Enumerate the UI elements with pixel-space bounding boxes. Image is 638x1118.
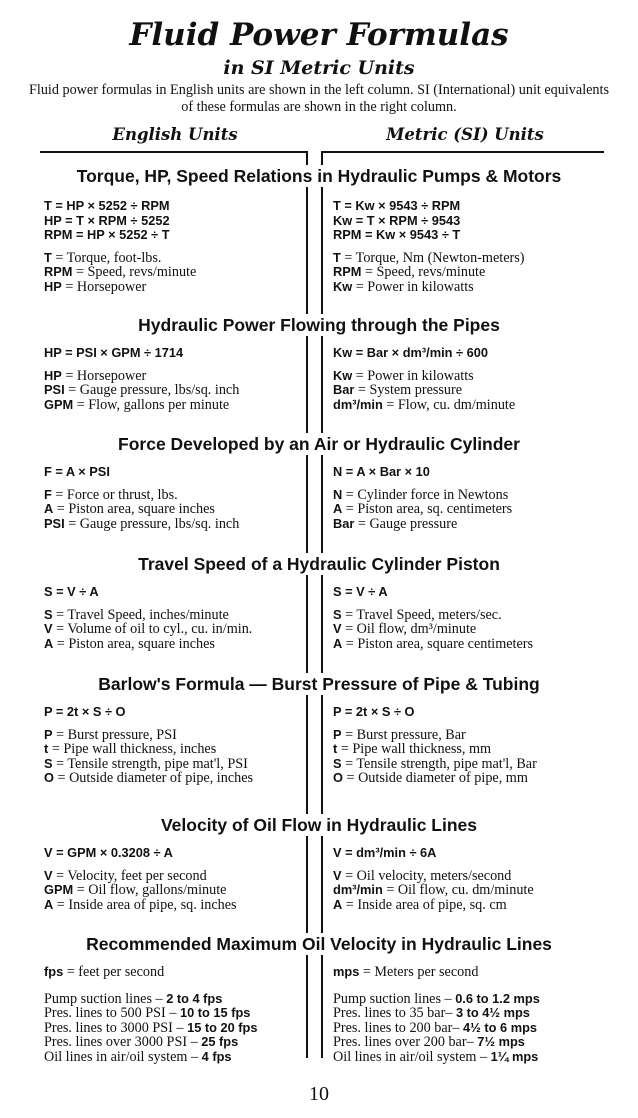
definition <box>333 502 512 517</box>
definition <box>333 383 515 398</box>
velocity-line-type: Pres. lines to 200 bar– <box>333 1019 464 1036</box>
definition-text: = Velocity, feet per second <box>52 867 207 884</box>
symbol: A <box>333 896 343 912</box>
symbol: A <box>44 501 54 516</box>
symbol: P <box>44 726 53 742</box>
column-divider-left <box>306 151 308 1058</box>
definition-text: = Gauge pressure, lbs/sq. inch <box>64 515 240 532</box>
definition <box>44 771 253 786</box>
unit-definition <box>44 965 258 980</box>
formula: N = A × Bar × 10 <box>333 464 430 479</box>
definition <box>333 280 524 295</box>
velocity-value: 15 to 20 fps <box>187 1019 258 1035</box>
definition-text: = Tensile strength, pipe mat'l, PSI <box>52 755 248 772</box>
definition-text: = Torque, Nm (Newton-meters) <box>340 249 525 266</box>
unit-definition <box>333 965 540 980</box>
velocity-line-type: Pres. lines to 35 bar– <box>333 1005 456 1021</box>
velocity-row <box>44 1021 258 1036</box>
header-rule-left <box>40 151 307 153</box>
velocity-value: 10 to 15 fps <box>179 1005 251 1020</box>
definition-text: = Inside area of pipe, sq. inches <box>53 896 237 913</box>
section-right-column <box>333 346 515 412</box>
section-left-column <box>44 199 196 294</box>
definition <box>44 742 253 757</box>
section-title-text: Torque, HP, Speed Relations in Hydraulic Pumps & Motors <box>76 166 562 186</box>
symbol: dm³/min <box>333 396 383 412</box>
symbol: GPM <box>44 882 74 897</box>
definition-text: = Force or thrust, lbs. <box>51 486 178 503</box>
section-right-column <box>333 846 534 912</box>
velocity-row <box>333 1006 540 1021</box>
definition <box>44 369 239 384</box>
formula: RPM = HP × 5252 ÷ T <box>44 227 170 242</box>
definition <box>44 517 239 532</box>
symbol: dm³/min <box>333 882 383 897</box>
section-title <box>0 314 638 336</box>
velocity-value: 7½ mps <box>477 1034 525 1049</box>
formula: T = HP × 5252 ÷ RPM <box>44 198 170 213</box>
column-heading-metric: Metric (SI) Units <box>386 125 544 144</box>
formula: V = dm³/min ÷ 6A <box>333 845 437 860</box>
velocity-line-type: Pump suction lines – <box>44 990 167 1007</box>
symbol: Kw <box>333 367 353 383</box>
symbol: PSI <box>44 515 65 531</box>
definition <box>44 265 196 280</box>
definition <box>333 869 534 884</box>
section-title <box>0 673 638 695</box>
definition <box>333 517 512 532</box>
velocity-row <box>333 1021 540 1036</box>
definition-text: = Outside diameter of pipe, mm <box>342 770 528 786</box>
section-left-column <box>44 846 237 912</box>
definition-text: = Gauge pressure, lbs/sq. inch <box>64 382 240 398</box>
velocity-row <box>44 1050 258 1065</box>
definition <box>44 622 252 637</box>
symbol: T <box>333 249 341 265</box>
section-title-text: Barlow's Formula — Burst Pressure of Pipe & Tubing <box>98 674 540 694</box>
definition-text: = System pressure <box>354 382 463 398</box>
definition <box>44 280 196 295</box>
unit-symbol: fps <box>44 964 64 979</box>
symbol: A <box>44 896 54 912</box>
section-title-text: Recommended Maximum Oil Velocity in Hydraulic Lines <box>86 934 552 954</box>
definition-text: = Volume of oil to cyl., cu. in/min. <box>52 621 253 637</box>
definition-text: = Piston area, square inches <box>53 635 215 652</box>
page-number: 10 <box>309 1083 329 1105</box>
definition-text: = Burst pressure, Bar <box>341 726 466 743</box>
formula: P = 2t × S ÷ O <box>333 704 415 719</box>
definition-text: = Piston area, sq. centimeters <box>342 501 513 517</box>
velocity-row <box>333 992 540 1007</box>
page-title: Fluid Power Formulas <box>129 17 509 53</box>
formula: T = Kw × 9543 ÷ RPM <box>333 198 461 213</box>
definition <box>44 488 239 503</box>
velocity-row <box>44 1035 258 1050</box>
definition <box>44 608 252 623</box>
definition-text: = Oil flow, gallons/minute <box>73 882 227 898</box>
symbol: A <box>333 501 343 516</box>
velocity-line-type: Pres. lines over 200 bar– <box>333 1034 478 1050</box>
definition-text: = Gauge pressure <box>354 515 458 532</box>
definition <box>333 728 537 743</box>
definition <box>333 883 534 898</box>
header-rule-right <box>321 151 604 153</box>
definition-text: = Oil flow, dm³/minute <box>341 621 477 637</box>
section-title-text: Travel Speed of a Hydraulic Cylinder Piston <box>138 554 500 574</box>
velocity-value: 4 fps <box>201 1048 232 1064</box>
section-right-column <box>333 705 537 786</box>
symbol: HP <box>44 278 62 294</box>
definition-text: = Outside diameter of pipe, inches <box>53 770 254 786</box>
section-left-column <box>44 965 258 1064</box>
definition <box>333 757 537 772</box>
symbol: S <box>44 755 53 771</box>
definition <box>333 265 524 280</box>
formula: Kw = T × RPM ÷ 9543 <box>333 212 461 228</box>
unit-text: = feet per second <box>63 964 165 980</box>
symbol: RPM <box>333 264 362 279</box>
symbol: S <box>333 606 342 622</box>
definition <box>44 398 239 413</box>
column-heading-english: English Units <box>112 125 238 144</box>
section-title <box>0 553 638 575</box>
velocity-line-type: Pres. lines to 3000 PSI – <box>44 1019 188 1036</box>
formula: Kw = Bar × dm³/min ÷ 600 <box>333 345 488 360</box>
definition <box>333 742 537 757</box>
symbol: A <box>333 635 343 651</box>
definition-text: = Cylinder force in Newtons <box>342 486 509 503</box>
formula: F = A × PSI <box>44 464 110 479</box>
definition <box>333 608 533 623</box>
formula: S = V ÷ A <box>44 584 99 599</box>
intro-paragraph: Fluid power formulas in English units are shown in the left column. SI (International) unit equivalents of these formulas are shown in the right column. <box>28 82 609 115</box>
formula: S = V ÷ A <box>333 584 388 599</box>
velocity-row <box>333 1035 540 1050</box>
definition <box>44 883 237 898</box>
definition-text: = Piston area, square inches <box>53 501 215 517</box>
symbol: t <box>44 741 49 756</box>
formula: P = 2t × S ÷ O <box>44 704 126 719</box>
formula: V = GPM × 0.3208 ÷ A <box>44 845 173 860</box>
definition <box>333 637 533 652</box>
section-title-text: Velocity of Oil Flow in Hydraulic Lines <box>160 815 478 835</box>
definition-text: = Horsepower <box>61 278 147 295</box>
definition-text: = Oil flow, cu. dm/minute <box>382 882 534 898</box>
definition-text: = Inside area of pipe, sq. cm <box>342 896 507 913</box>
symbol: O <box>333 770 343 785</box>
symbol: V <box>44 621 53 636</box>
page-subtitle: in SI Metric Units <box>223 57 415 79</box>
velocity-value: 25 fps <box>201 1034 239 1049</box>
definition <box>44 251 196 266</box>
section-right-column <box>333 465 512 531</box>
velocity-line-type: Oil lines in air/oil system – <box>333 1048 491 1065</box>
section-title-text: Force Developed by an Air or Hydraulic Cylinder <box>118 434 520 454</box>
definition <box>333 898 534 913</box>
symbol: RPM <box>44 264 73 279</box>
definition <box>333 398 515 413</box>
symbol: V <box>333 621 342 636</box>
definition <box>333 251 524 266</box>
definition-text: = Horsepower <box>61 367 147 384</box>
definition-text: = Power in kilowatts <box>352 367 474 384</box>
velocity-line-type: Pres. lines over 3000 PSI – <box>44 1034 202 1050</box>
section-left-column <box>44 705 253 786</box>
symbol: Bar <box>333 515 355 531</box>
definition-text: = Speed, revs/minute <box>361 264 486 280</box>
definition-text: = Burst pressure, PSI <box>52 726 177 743</box>
definition-text: = Travel Speed, inches/minute <box>52 606 229 623</box>
velocity-line-type: Oil lines in air/oil system – <box>44 1048 202 1065</box>
symbol: V <box>333 867 342 883</box>
symbol: Kw <box>333 278 353 294</box>
symbol: t <box>333 741 338 756</box>
section-title-text: Hydraulic Power Flowing through the Pipes <box>138 315 500 335</box>
velocity-value: 0.6 to 1.2 mps <box>455 990 540 1006</box>
definition-text: = Pipe wall thickness, mm <box>337 741 492 757</box>
velocity-line-type: Pump suction lines – <box>333 990 456 1007</box>
velocity-value: 4½ to 6 mps <box>463 1019 538 1035</box>
section-title <box>0 814 638 836</box>
unit-text: = Meters per second <box>359 964 479 980</box>
velocity-row <box>44 1006 258 1021</box>
definition-text: = Power in kilowatts <box>352 278 474 295</box>
symbol: T <box>44 249 52 265</box>
definition-text: = Tensile strength, pipe mat'l, Bar <box>341 755 537 772</box>
formula: HP = T × RPM ÷ 5252 <box>44 212 170 228</box>
symbol: PSI <box>44 382 65 397</box>
definition <box>44 502 239 517</box>
definition <box>44 728 253 743</box>
section-right-column <box>333 585 533 651</box>
section-left-column <box>44 585 252 651</box>
symbol: GPM <box>44 396 74 412</box>
symbol: V <box>44 867 53 883</box>
definition <box>44 757 253 772</box>
definition-text: = Torque, foot-lbs. <box>51 249 162 266</box>
velocity-row <box>333 1050 540 1065</box>
section-right-column <box>333 965 540 1064</box>
definition <box>44 637 252 652</box>
definition <box>333 369 515 384</box>
definition <box>44 898 237 913</box>
section-title <box>0 165 638 187</box>
definition-text: = Travel Speed, meters/sec. <box>341 606 502 623</box>
section-right-column <box>333 199 524 294</box>
symbol: HP <box>44 367 62 383</box>
section-left-column <box>44 465 239 531</box>
symbol: A <box>44 635 54 651</box>
velocity-value: 3 to 4½ mps <box>455 1005 530 1020</box>
definition-text: = Pipe wall thickness, inches <box>48 741 217 757</box>
symbol: F <box>44 486 52 502</box>
section-title <box>0 933 638 955</box>
symbol: Bar <box>333 382 355 397</box>
unit-symbol: mps <box>333 964 360 979</box>
definition <box>333 488 512 503</box>
section-title <box>0 433 638 455</box>
definition-text: = Flow, gallons per minute <box>73 396 230 413</box>
symbol: O <box>44 770 54 785</box>
column-divider-right <box>321 151 323 1058</box>
velocity-value: 2 to 4 fps <box>166 990 223 1006</box>
definition <box>44 869 237 884</box>
formula: RPM = Kw × 9543 ÷ T <box>333 227 461 242</box>
section-left-column <box>44 346 239 412</box>
velocity-row <box>44 992 258 1007</box>
definition-text: = Piston area, square centimeters <box>342 635 534 652</box>
symbol: P <box>333 726 342 742</box>
definition <box>333 622 533 637</box>
velocity-value: 1¼ mps <box>490 1048 539 1064</box>
velocity-line-type: Pres. lines to 500 PSI – <box>44 1005 180 1021</box>
formula: HP = PSI × GPM ÷ 1714 <box>44 345 184 360</box>
symbol: S <box>44 606 53 622</box>
definition-text: = Speed, revs/minute <box>72 264 197 280</box>
definition <box>44 383 239 398</box>
symbol: S <box>333 755 342 771</box>
definition-text: = Oil velocity, meters/second <box>341 867 512 884</box>
symbol: N <box>333 486 343 502</box>
definition-text: = Flow, cu. dm/minute <box>382 396 516 413</box>
definition <box>333 771 537 786</box>
